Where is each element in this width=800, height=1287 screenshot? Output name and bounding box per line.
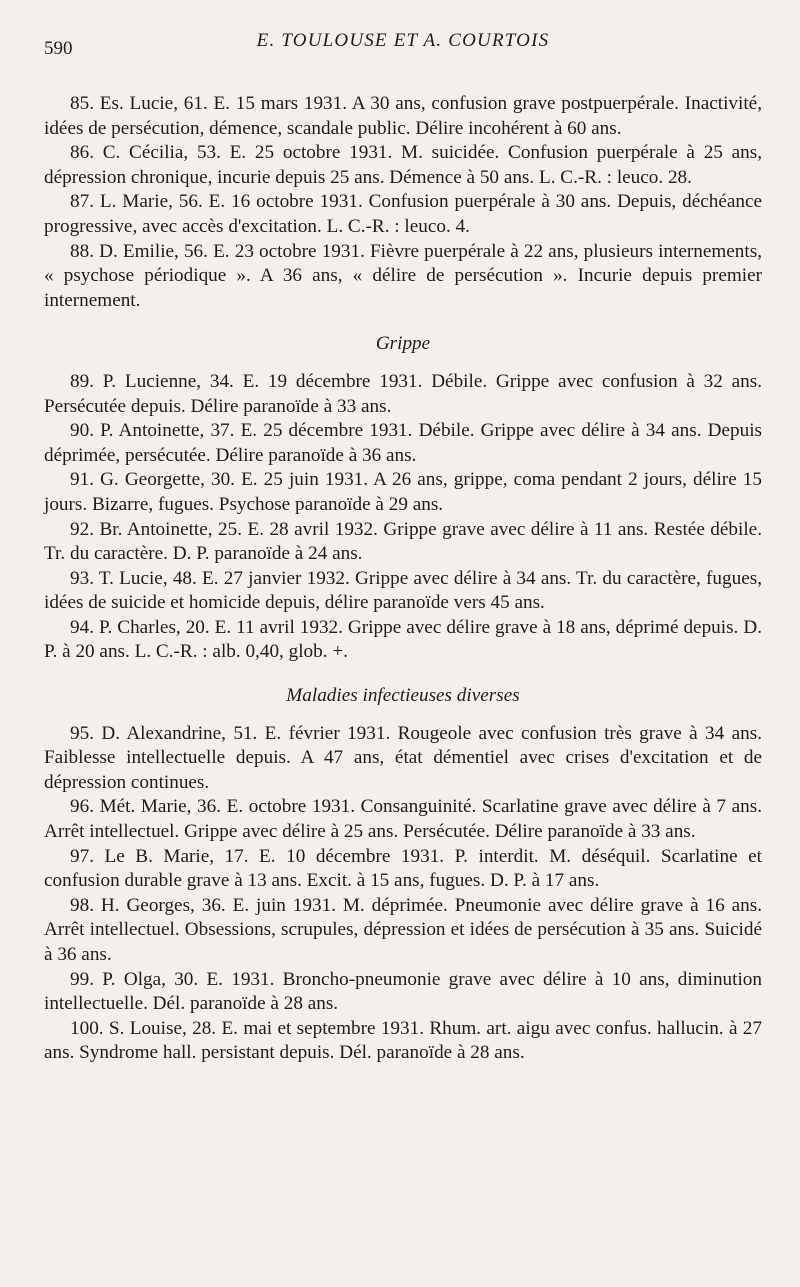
running-head (44, 24, 762, 64)
case-entry-92: 92. Br. Antoinette, 25. E. 28 avril 1932. Grippe grave avec délire à 11 ans. Restée débile. Tr. du caractère. D. P. paranoïde à 24 ans. (44, 518, 762, 565)
section-heading-maladies-infectieuses: Maladies infectieuses diverses (286, 685, 520, 707)
case-entry-87: 87. L. Marie, 56. E. 16 octobre 1931. Confusion puerpérale à 30 ans. Depuis, déchéance progressive, avec accès d'excitation. L. C.-R. : leuco. 4. (44, 191, 762, 237)
page-number: 590 (44, 38, 73, 59)
case-entry-98: 98. H. Georges, 36. E. juin 1931. M. déprimée. Pneumonie avec délire grave à 16 ans. Arrêt intellectuel. Obsessions, scrupules, dépression et idées de persécution à 35 ans. Suicidé à 36 ans. (44, 894, 762, 965)
case-entry-99: 99. P. Olga, 30. E. 1931. Broncho-pneumonie grave avec délire à 10 ans, diminution intellectuelle. Dél. paranoïde à 28 ans. (44, 968, 762, 1015)
case-entry-93: 93. T. Lucie, 48. E. 27 janvier 1932. Grippe avec délire à 34 ans. Tr. du caractère, fugues, idées de suicide et homicide depuis, délire paranoïde vers 45 ans. (44, 567, 762, 614)
page-body (44, 92, 762, 1066)
case-entry-90: 90. P. Antoinette, 37. E. 25 décembre 1931. Débile. Grippe avec délire à 34 ans. Depuis déprimée, persécutée. Délire paranoïde à 36 ans. (44, 420, 762, 466)
case-entry-94: 94. P. Charles, 20. E. 11 avril 1932. Grippe avec délire grave à 18 ans, déprimé depuis. D. P. à 20 ans. L. C.-R. : alb. 0,40, glob. +. (44, 616, 762, 663)
case-entry-97: 97. Le B. Marie, 17. E. 10 décembre 1931. P. interdit. M. déséquil. Scarlatine et confusion durable grave à 13 ans. Excit. à 15 ans, fugues. D. P. à 17 ans. (44, 845, 762, 892)
case-entry-100: 100. S. Louise, 28. E. mai et septembre 1931. Rhum. art. aigu avec confus. hallucin. à 27 ans. Syndrome hall. persistant depuis. Dél. paranoïde à 28 ans. (44, 1017, 762, 1064)
section-heading-grippe: Grippe (375, 333, 431, 355)
running-title: E. TOULOUSE ET A. COURTOIS (256, 30, 550, 51)
case-entry-91: 91. G. Georgette, 30. E. 25 juin 1931. A 26 ans, grippe, coma pendant 2 jours, délire 15 jours. Bizarre, fugues. Psychose paranoïde à 29 ans. (44, 469, 762, 515)
case-entry-95: 95. D. Alexandrine, 51. E. février 1931. Rougeole avec confusion très grave à 34 ans. Faiblesse intellectuelle depuis. A 47 ans, état démentiel avec crises d'excitation et de dépression continues. (44, 722, 762, 793)
case-entry-88: 88. D. Emilie, 56. E. 23 octobre 1931. Fièvre puerpérale à 22 ans, plusieurs internements, « psychose périodique ». A 36 ans, « délire de persécution ». Incurie depuis premier internement. (44, 240, 762, 311)
case-entry-85: 85. Es. Lucie, 61. E. 15 mars 1931. A 30 ans, confusion grave postpuerpérale. Inactivité, idées de persécution, démence, scandale public. Délire incohérent à 60 ans. (44, 93, 762, 139)
case-entry-86: 86. C. Cécilia, 53. E. 25 octobre 1931. M. suicidée. Confusion puerpérale à 25 ans, dépression chronique, incurie depuis 25 ans. Démence à 50 ans. L. C.-R. : leuco. 28. (44, 142, 762, 188)
case-entry-89: 89. P. Lucienne, 34. E. 19 décembre 1931. Débile. Grippe avec confusion à 32 ans. Persécutée depuis. Délire paranoïde à 33 ans. (44, 370, 762, 417)
case-entry-96: 96. Mét. Marie, 36. E. octobre 1931. Consanguinité. Scarlatine grave avec délire à 7 ans. Arrêt intellectuel. Grippe avec délire à 25 ans. Persécutée. Délire paranoïde à 33 ans. (44, 796, 762, 843)
